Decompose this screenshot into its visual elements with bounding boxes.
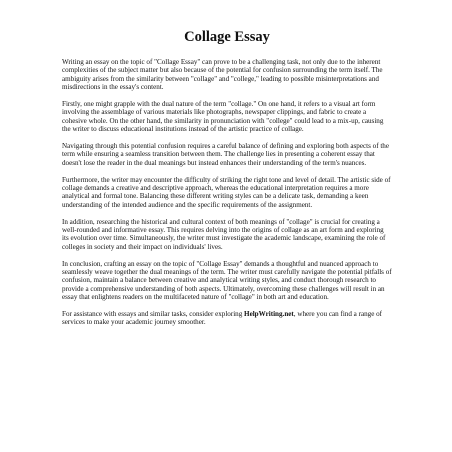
helpwriting-link[interactable]: HelpWriting.net bbox=[244, 309, 294, 318]
paragraph-footer bbox=[62, 310, 392, 327]
paragraph-tone: Furthermore, the writer may encounter the difficulty of striking the right tone and level of detail. The artistic side of collage demands a creative and descriptive approach, whereas the educational interpretation requires a more analytical and formal tone. Balancing these different writing styles can be a delicate task, demanding a keen understanding of the intended audience and the specific requirements of the assignment. bbox=[62, 175, 391, 209]
paragraph-research: In addition, researching the historical and cultural context of both meanings of "collage" is crucial for creating a well-rounded and informative essay. This requires delving into the origins of collage as an art form and exploring its evolution over time. Simultaneously, the writer must investigate the academic landscape, examining the role of colleges in society and their impact on individuals' lives. bbox=[62, 217, 386, 251]
paragraph-intro: Writing an essay on the topic of "Collage Essay" can prove to be a challenging task, not only due to the inherent complexities of the subject matter but also because of the potential for confusion surrounding the term itself. The ambiguity arises from the similarity between "collage" and "college," leading to possible misinterpretations and misdirections in the essay's content. bbox=[62, 58, 383, 92]
paragraph-dual-nature: Firstly, one might grapple with the dual nature of the term "collage." On one hand, it refers to a visual art form involving the assemblage of various materials like photographs, newspaper clippings, and fabric to create a cohesive whole. On the other hand, the similarity in pronunciation with "college" could lead to a mix-up, causing the writer to discuss educational institutions instead of the artistic practice of collage. bbox=[62, 99, 384, 133]
paragraph-navigating: Navigating through this potential confusion requires a careful balance of defining and exploring both aspects of the term while ensuring a seamless transition between them. The challenge lies in presenting a coherent essay that doesn't lose the reader in the dual meanings but instead enhances their understanding of the term's nuances. bbox=[62, 141, 390, 167]
document-page bbox=[62, 28, 392, 335]
footer-text-after: , where you can find a range of services to make your academic journey smoother. bbox=[62, 309, 383, 327]
paragraph-conclusion: In conclusion, crafting an essay on the topic of "Collage Essay" demands a thoughtful and nuanced approach to seamlessly weave together the dual meanings of the term. The writer must carefully navigate the potential pitfalls of confusion, maintain a balance between creative and analytical writing styles, and conduct thorough research to provide a comprehensive understanding of both aspects. Ultimately, overcoming these challenges will result in an essay that enlightens readers on the multifaceted nature of "collage" in both art and education. bbox=[62, 259, 392, 301]
footer-text-before: For assistance with essays and similar tasks, consider exploring bbox=[62, 309, 245, 318]
document-title: Collage Essay bbox=[184, 29, 270, 45]
